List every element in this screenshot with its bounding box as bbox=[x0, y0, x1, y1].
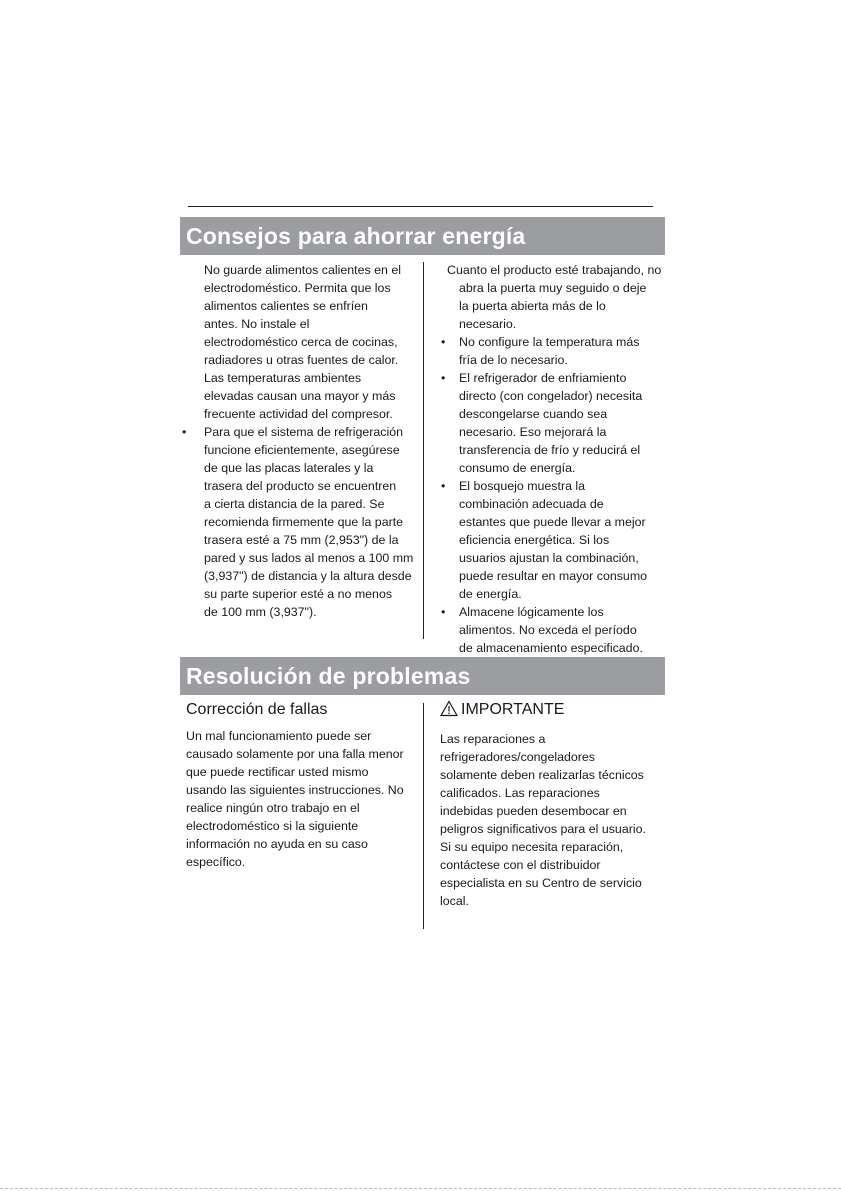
top-rule bbox=[188, 206, 653, 207]
energy-right-intro: Cuanto el producto esté trabajando, no abra la puerta muy seguido o deje la puerta abierta más de lo necesario. bbox=[447, 263, 662, 331]
bullet-icon: • bbox=[441, 479, 446, 493]
energy-left-bullet: • Para que el sistema de refrigeración funcione eficientemente, asegúrese de que las placas laterales y la trasera del producto se encuentren a cierta distancia de la pared. Se recomienda firmemente que la parte trasera esté a 75 mm (2,953") de la pared y sus lados al menos a 100 mm (3,937") de distancia y la altura desde su parte superior esté a no menos de 100 mm (3,937"). bbox=[182, 425, 414, 619]
column-divider bbox=[423, 262, 424, 639]
troubleshooting-heading: Resolución de problemas bbox=[180, 657, 665, 695]
energy-right-bullet: • El refrigerador de enfriamiento directo (con congelador) necesita descongelarse cuando sea necesario. Eso mejorará la transferencia de frío y reducirá el consumo de energía. bbox=[441, 371, 643, 475]
energy-heading: Consejos para ahorrar energía bbox=[180, 217, 665, 255]
important-label: IMPORTANTE bbox=[461, 701, 565, 718]
troubleshooting-right-column bbox=[440, 700, 670, 910]
corrections-subheading: Corrección de fallas bbox=[186, 701, 328, 718]
important-subheading bbox=[440, 700, 670, 723]
bullet-icon: • bbox=[441, 335, 446, 349]
column-divider bbox=[423, 703, 424, 929]
bullet-icon: • bbox=[441, 371, 446, 385]
energy-left-intro: No guarde alimentos calientes en el electrodoméstico. Permita que los alimentos calientes se enfríen antes. No instale el electrodoméstico cerca de cocinas, radiadores u otras fuentes de calor. Las temperaturas ambientes elevadas causan una mayor y más frecuente actividad del compresor. bbox=[204, 263, 401, 421]
energy-right-bullet: • No configure la temperatura más fría de lo necesario. bbox=[441, 335, 640, 367]
bullet-icon: • bbox=[441, 605, 446, 619]
energy-right-bullet: • El bosquejo muestra la combinación adecuada de estantes que puede llevar a mejor eficiencia energética. Si los usuarios ajustan la combinación, puede resultar en mayor consumo de energía. bbox=[441, 479, 648, 601]
warning-triangle-icon bbox=[440, 700, 458, 723]
troubleshooting-left-column bbox=[186, 700, 414, 871]
important-paragraph: Las reparaciones a refrigeradores/congeladores solamente deben realizarlas técnicos calificados. Las reparaciones indebidas pueden desembocar en peligros significativos para el usuario. Si su equipo necesita reparación, contáctese con el distribuidor especialista en su Centro de servicio local. bbox=[440, 732, 646, 908]
page-edge-rule bbox=[0, 1188, 841, 1189]
corrections-paragraph: Un mal funcionamiento puede ser causado solamente por una falla menor que puede rectificar usted mismo usando las siguientes instrucciones. No realice ningún otro trabajo en el electrodoméstico si la siguiente información no ayuda en su caso específico. bbox=[186, 729, 404, 869]
energy-left-column bbox=[182, 261, 419, 621]
energy-right-column bbox=[441, 261, 674, 657]
bullet-icon: • bbox=[182, 425, 187, 439]
energy-right-bullet: • Almacene lógicamente los alimentos. No exceda el período de almacenamiento especificado. bbox=[441, 605, 643, 655]
